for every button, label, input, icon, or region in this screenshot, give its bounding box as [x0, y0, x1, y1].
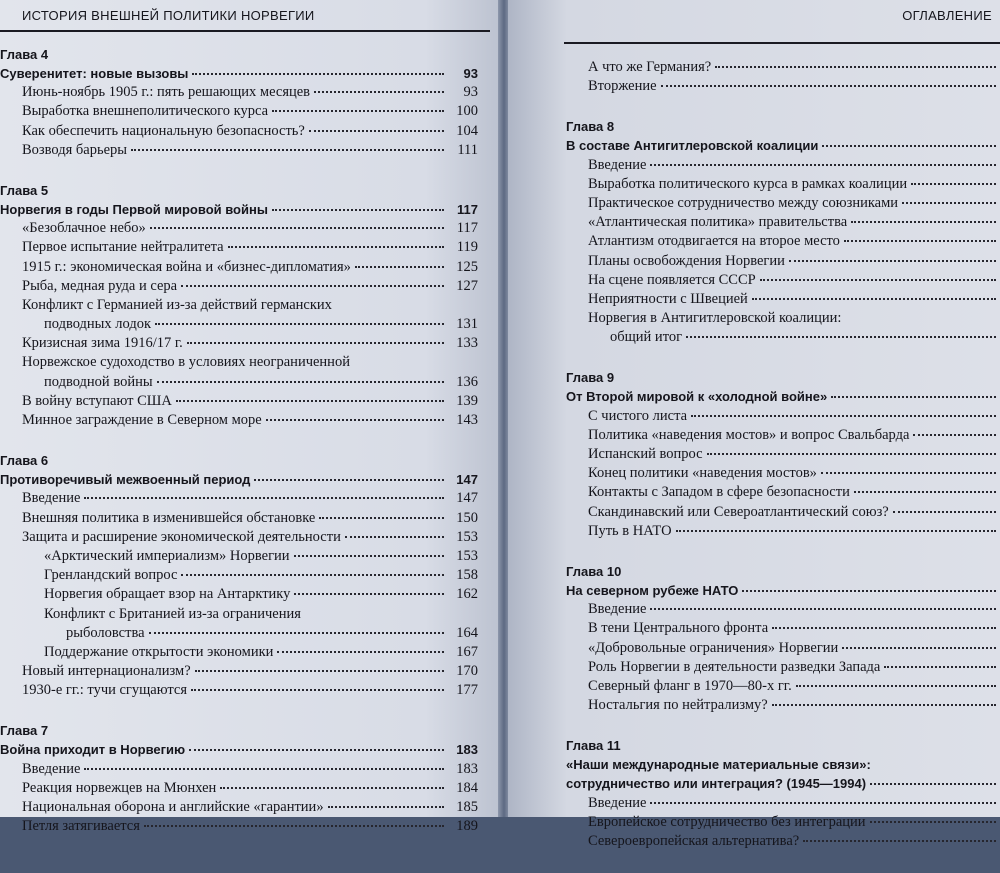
dot-leader: [821, 472, 996, 474]
page-number: 139: [456, 392, 478, 409]
page-number: 183: [456, 760, 478, 777]
toc-entry: [0, 334, 478, 353]
toc-entry: [566, 483, 996, 502]
chapter-group: [566, 737, 996, 851]
toc-entry-text: На северном рубеже НАТО: [566, 582, 739, 598]
page-number: 184: [456, 779, 478, 796]
toc-entry-text: Контакты с Западом в сфере безопасности: [588, 484, 850, 501]
toc-entry: [0, 509, 478, 528]
dot-leader: [314, 91, 444, 93]
toc-entry-text: Введение: [22, 490, 81, 507]
toc-entry: [566, 77, 996, 96]
page-number: 125: [456, 258, 478, 275]
toc-entry: [566, 464, 996, 483]
toc-entry-text: «Безоблачное небо»: [22, 220, 146, 237]
toc-entry: [0, 277, 478, 296]
page-number: 104: [456, 122, 478, 139]
toc-entry-text: Испанский вопрос: [588, 446, 703, 462]
right-page: [508, 0, 1000, 849]
dot-leader: [772, 627, 996, 629]
toc-entry-text: Скандинавский или Североатлантический союз?: [588, 503, 889, 520]
dot-leader: [176, 400, 444, 402]
toc-entry-text: Политика «наведения мостов» и вопрос Свальбарда: [588, 426, 910, 443]
page-number: 147: [456, 490, 478, 507]
dot-leader: [650, 164, 996, 166]
toc-left: [0, 46, 478, 858]
chapter-group: [0, 722, 478, 836]
toc-entry-text: 1930-е гг.: тучи сгущаются: [22, 682, 187, 699]
dot-leader: [181, 285, 444, 287]
toc-entry-text: На сцене появляется СССР: [588, 271, 756, 288]
toc-entry-text: «Арктический империализм» Норвегии: [44, 547, 290, 564]
toc-entry-text: Роль Норвегии в деятельности разведки Запада: [588, 658, 881, 675]
chapter-label: Глава 11: [566, 738, 621, 754]
toc-entry: [566, 832, 996, 851]
toc-entry: [566, 813, 996, 832]
toc-entry-text: Путь в НАТО: [588, 522, 672, 539]
toc-entry: [0, 315, 478, 334]
toc-entry: [566, 175, 996, 194]
toc-entry: [566, 600, 996, 619]
toc-entry-text: Норвежское судоходство в условиях неограниченной: [22, 354, 350, 371]
dot-leader: [796, 685, 996, 687]
toc-entry: [0, 353, 478, 372]
toc-entry: [0, 760, 478, 779]
toc-entry: [0, 83, 478, 102]
dot-leader: [854, 491, 996, 493]
toc-entry: [566, 309, 996, 328]
toc-entry-text: Норвегия в Антигитлеровской коалиции:: [588, 310, 842, 327]
page-number: 133: [456, 335, 478, 352]
toc-entry-text: «Добровольные ограничения» Норвегии: [588, 639, 839, 656]
dot-leader: [661, 85, 996, 87]
chapter-group: [0, 182, 478, 430]
dot-leader: [150, 227, 444, 229]
dot-leader: [893, 511, 996, 513]
toc-entry: [566, 503, 996, 522]
toc-entry: [566, 213, 996, 232]
toc-entry-text: Планы освобождения Норвегии: [588, 252, 785, 269]
dot-leader: [913, 434, 996, 436]
chapter-group: [566, 369, 996, 541]
toc-entry-text: Кризисная зима 1916/17 г.: [22, 335, 183, 352]
dot-leader: [844, 240, 996, 242]
toc-entry-text: Конфликт с Германией из-за действий германских: [22, 296, 332, 313]
dot-leader: [345, 536, 444, 538]
chapter-title: [566, 387, 996, 406]
page-number: 164: [456, 624, 478, 641]
toc-entry: [0, 566, 478, 585]
chapter-label: Глава 6: [0, 453, 49, 469]
toc-entry: [566, 426, 996, 445]
toc-entry-text: Конец политики «наведения мостов»: [588, 465, 817, 482]
chapter-label: Глава 9: [566, 370, 615, 386]
chapter-title: [566, 774, 996, 793]
toc-entry: [0, 122, 478, 141]
toc-entry: [0, 605, 478, 624]
dot-leader: [254, 479, 444, 481]
dot-leader: [309, 130, 444, 132]
dot-leader: [842, 647, 996, 649]
chapter-label: Глава 7: [0, 723, 49, 739]
dot-leader: [650, 608, 996, 610]
toc-entry-text: Выработка внешнеполитического курса: [22, 103, 269, 120]
toc-entry-text: сотрудничество или интеграция? (1945—1994): [566, 776, 867, 792]
dot-leader: [902, 202, 996, 204]
chapter-title: [0, 64, 478, 83]
toc-entry-text: Война приходит в Норвегию: [0, 742, 186, 758]
chapter-title: [0, 200, 478, 219]
page-number: 189: [456, 818, 478, 835]
chapter-label: Глава 8: [566, 119, 615, 135]
page-number: 147: [456, 472, 478, 488]
dot-leader: [760, 279, 996, 281]
toc-entry: [566, 252, 996, 271]
dot-leader: [707, 453, 996, 455]
chapter-title: [0, 470, 478, 489]
page-number: 117: [456, 220, 478, 237]
left-page: [0, 0, 500, 835]
page-number: 127: [456, 277, 478, 294]
toc-entry: [0, 528, 478, 547]
dot-leader: [870, 783, 996, 785]
dot-leader: [149, 632, 444, 634]
dot-leader: [195, 670, 444, 672]
toc-entry-text: Выработка политического курса в рамках коалиции: [588, 175, 908, 192]
page-number: 170: [456, 663, 478, 680]
chapter-label: Глава 4: [0, 47, 49, 62]
dot-leader: [191, 689, 444, 691]
page-number: 111: [457, 141, 478, 158]
toc-entry: [566, 58, 996, 77]
page-number: 117: [457, 201, 478, 217]
dot-leader: [691, 415, 996, 417]
toc-entry-text: общий итог: [610, 329, 683, 346]
toc-entry: [566, 407, 996, 426]
toc-entry-text: Гренландский вопрос: [44, 567, 178, 584]
dot-leader: [851, 221, 996, 223]
dot-leader: [328, 806, 444, 808]
dot-leader: [84, 768, 444, 770]
dot-leader: [157, 381, 444, 383]
dot-leader: [84, 497, 444, 499]
dot-leader: [355, 266, 444, 268]
toc-entry-text: Как обеспечить национальную безопасность?: [22, 122, 305, 139]
toc-entry-text: подводной войны: [44, 373, 153, 390]
toc-entry: [566, 232, 996, 251]
chapter-title: [566, 136, 996, 155]
chapter-group: [566, 118, 996, 347]
toc-entry-text: Национальная оборона и английские «гарантии»: [22, 799, 324, 815]
toc-entry-text: С чистого листа: [588, 407, 688, 424]
toc-entry-text: Вторжение: [588, 78, 657, 95]
toc-entry-text: Суверенитет: новые вызовы: [0, 66, 189, 81]
chapter-group: [0, 46, 478, 160]
page-number: 136: [456, 373, 478, 390]
toc-entry: [0, 643, 478, 662]
dot-leader: [144, 825, 444, 827]
toc-entry-text: подводных лодок: [44, 316, 152, 333]
chapter-title: [0, 740, 478, 759]
chapter-group: [566, 563, 996, 715]
toc-entry: [0, 624, 478, 643]
dot-leader: [192, 73, 444, 75]
toc-entry: [0, 102, 478, 121]
toc-entry: [566, 290, 996, 309]
toc-entry-text: Северный фланг в 1970—80-х гг.: [588, 677, 792, 694]
toc-entry: [0, 296, 478, 315]
toc-entry: [0, 141, 478, 160]
page-number: 131: [456, 316, 478, 333]
toc-entry-text: Норвегия в годы Первой мировой войны: [0, 201, 268, 217]
toc-entry-text: Первое испытание нейтралитета: [22, 239, 224, 256]
toc-entry: [0, 258, 478, 277]
toc-entry-text: Введение: [588, 601, 647, 618]
toc-entry: [0, 662, 478, 681]
page-number: 119: [456, 239, 478, 256]
dot-leader: [870, 821, 996, 823]
dot-leader: [277, 651, 444, 653]
page-number: 153: [456, 547, 478, 564]
dot-leader: [803, 840, 996, 842]
running-head-left: ИСТОРИЯ ВНЕШНЕЙ ПОЛИТИКИ НОРВЕГИИ: [22, 8, 315, 23]
toc-entry-text: В составе Антигитлеровской коалиции: [566, 138, 819, 154]
page-number: 150: [456, 509, 478, 526]
chapter-title: [566, 581, 996, 600]
chapter-label: Глава 5: [0, 182, 49, 198]
dot-leader: [319, 517, 444, 519]
toc-entry-text: Введение: [22, 760, 81, 777]
toc-entry: [566, 156, 996, 175]
toc-entry-text: А что же Германия?: [588, 59, 712, 75]
dot-leader: [715, 66, 996, 68]
dot-leader: [789, 260, 996, 262]
toc-entry-text: 1915 г.: экономическая война и «бизнес-дипломатия»: [22, 258, 351, 275]
toc-entry: [566, 696, 996, 715]
running-head-right: ОГЛАВЛЕНИЕ: [902, 8, 992, 23]
toc-entry: [0, 219, 478, 238]
toc-entry: [0, 798, 478, 817]
toc-entry: [566, 639, 996, 658]
toc-entry-text: Конфликт с Британией из-за ограничения: [44, 605, 301, 622]
dot-leader: [686, 336, 996, 338]
toc-entry-text: «Наши международные материальные связи»:: [566, 757, 871, 773]
dot-leader: [155, 323, 444, 325]
page-number: 100: [456, 103, 478, 120]
toc-entry: [0, 779, 478, 798]
toc-entry: [566, 619, 996, 638]
chapter-title: [566, 755, 996, 774]
toc-entry-text: Реакция норвежцев на Мюнхен: [22, 779, 217, 796]
page-number: 153: [456, 528, 478, 545]
dot-leader: [884, 666, 996, 668]
toc-entry: [0, 585, 478, 604]
toc-entry-text: рыболовства: [66, 624, 145, 641]
page-number: 167: [456, 643, 478, 660]
dot-leader: [650, 802, 996, 804]
toc-entry: [566, 794, 996, 813]
page-number: 143: [456, 412, 478, 428]
toc-entry-text: Атлантизм отодвигается на второе место: [588, 233, 840, 250]
dot-leader: [294, 555, 444, 557]
dot-leader: [228, 246, 444, 248]
toc-entry: [566, 522, 996, 541]
toc-entry-text: «Атлантическая политика» правительства: [588, 214, 848, 231]
toc-entry: [566, 658, 996, 677]
toc-right: [566, 58, 996, 873]
toc-entry: [0, 817, 478, 836]
dot-leader: [294, 593, 444, 595]
toc-entry: [0, 489, 478, 508]
page-number: 162: [456, 586, 478, 603]
toc-entry-text: В войну вступают США: [22, 392, 172, 409]
header-rule: [0, 30, 490, 32]
toc-entry: [566, 677, 996, 696]
dot-leader: [131, 149, 444, 151]
toc-entry: [0, 681, 478, 700]
toc-entry: [0, 411, 478, 430]
toc-entry: [0, 392, 478, 411]
dot-leader: [822, 145, 996, 147]
toc-entry: [566, 194, 996, 213]
toc-entry-text: Возводя барьеры: [22, 141, 128, 158]
chapter-label: Глава 10: [566, 563, 622, 579]
dot-leader: [220, 787, 444, 789]
toc-entry-text: Введение: [588, 156, 647, 173]
dot-leader: [272, 209, 444, 211]
toc-entry-text: Норвегия обращает взор на Антарктику: [44, 586, 291, 603]
toc-entry: [0, 238, 478, 257]
dot-leader: [742, 590, 996, 592]
toc-entry-text: Введение: [588, 794, 647, 811]
dot-leader: [266, 419, 444, 421]
toc-entry-text: Европейское сотрудничество без интеграции: [588, 813, 866, 830]
toc-entry-text: Поддержание открытости экономики: [44, 643, 274, 660]
dot-leader: [752, 298, 996, 300]
page-number: 185: [456, 799, 478, 815]
toc-entry: [566, 271, 996, 290]
toc-entry-text: Ностальгия по нейтрализму?: [588, 697, 768, 714]
toc-entry-text: Североевропейская альтернатива?: [588, 833, 800, 849]
toc-entry-text: Противоречивый межвоенный период: [0, 472, 251, 488]
dot-leader: [772, 704, 996, 706]
toc-entry: [0, 373, 478, 392]
page-number: 158: [456, 567, 478, 584]
toc-entry-text: Практическое сотрудничество между союзниками: [588, 194, 899, 211]
page-number: 177: [456, 682, 478, 699]
dot-leader: [676, 530, 996, 532]
toc-entry-text: Минное заграждение в Северном море: [22, 412, 262, 428]
toc-entry: [566, 445, 996, 464]
toc-entry-text: Петля затягивается: [22, 818, 140, 835]
toc-entry: [0, 547, 478, 566]
dot-leader: [181, 574, 444, 576]
toc-entry-text: Июнь-ноябрь 1905 г.: пять решающих месяцев: [22, 84, 311, 101]
dot-leader: [911, 183, 996, 185]
page-number: 93: [463, 84, 478, 101]
header-rule: [564, 42, 1000, 44]
chapter-group: [0, 452, 478, 700]
toc-entry-text: Неприятности с Швецией: [588, 290, 748, 307]
dot-leader: [189, 749, 444, 751]
toc-continued-group: [566, 58, 996, 96]
dot-leader: [272, 110, 444, 112]
dot-leader: [187, 342, 444, 344]
toc-entry-text: Защита и расширение экономической деятельности: [22, 528, 341, 545]
toc-entry-text: Новый интернационализм?: [22, 663, 191, 680]
page-number: 93: [463, 66, 478, 81]
page-number: 183: [456, 742, 478, 758]
toc-entry-text: В тени Центрального фронта: [588, 620, 769, 637]
dot-leader: [831, 396, 996, 398]
toc-entry: [566, 328, 996, 347]
toc-entry-text: От Второй мировой к «холодной войне»: [566, 389, 828, 405]
toc-entry-text: Внешняя политика в изменившейся обстановке: [22, 509, 316, 526]
toc-entry-text: Рыба, медная руда и сера: [22, 277, 178, 294]
